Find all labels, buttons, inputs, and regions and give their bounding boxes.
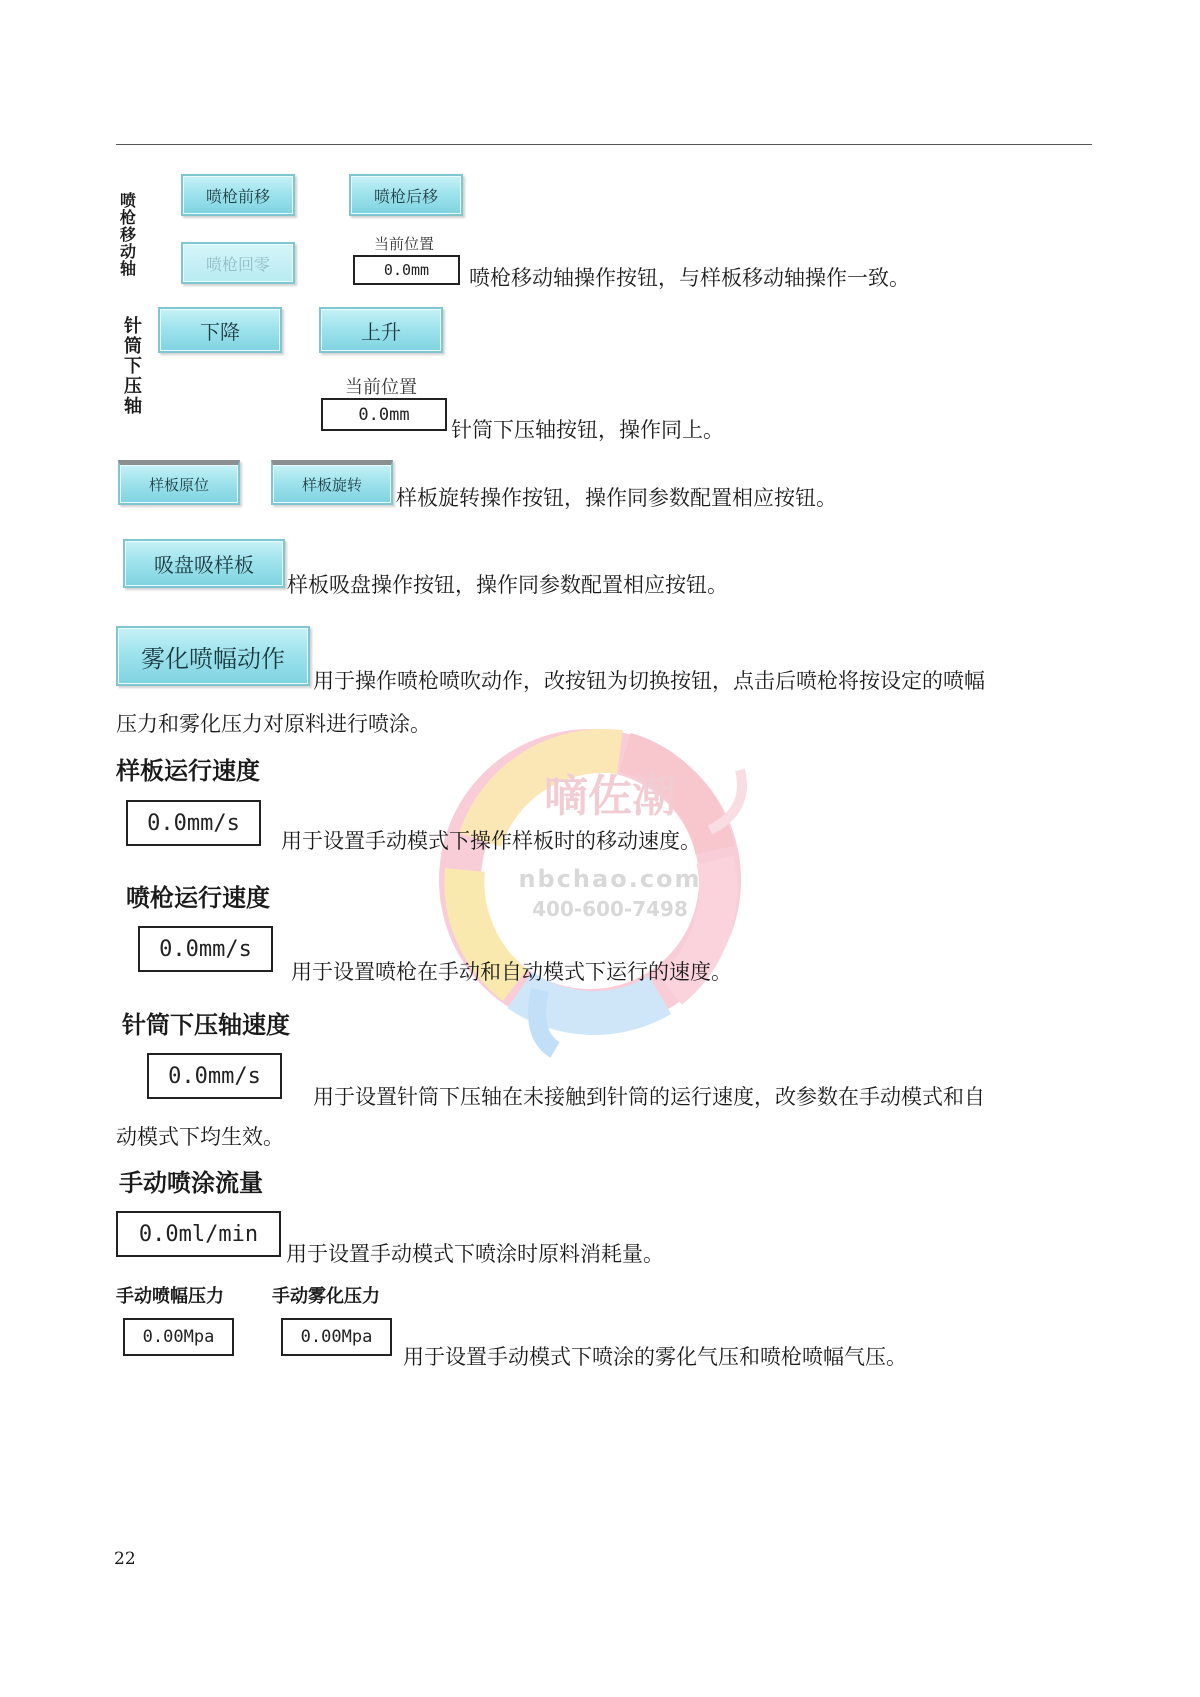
spray-gun-axis-description: 喷枪移动轴操作按钮，与样板移动轴操作一致。: [469, 266, 910, 290]
atomize-toggle-button[interactable]: 雾化喷幅动作: [116, 626, 310, 686]
manual-fan-pressure-label: 手动喷幅压力: [116, 1286, 224, 1307]
spray-gun-forward-button[interactable]: 喷枪前移: [181, 174, 295, 216]
manual-atomize-pressure-field[interactable]: 0.00Mpa: [281, 1318, 392, 1356]
syringe-down-button[interactable]: 下降: [158, 307, 282, 353]
manual-flow-heading: 手动喷涂流量: [119, 1168, 263, 1197]
syringe-speed-description-line2: 动模式下均生效。: [116, 1125, 284, 1149]
page-number: 22: [114, 1549, 136, 1569]
syringe-speed-heading: 针筒下压轴速度: [122, 1010, 290, 1039]
template-origin-button[interactable]: 样板原位: [118, 460, 240, 505]
manual-atomize-pressure-label: 手动雾化压力: [272, 1286, 380, 1307]
syringe-position-label: 当前位置: [345, 377, 417, 398]
spray-gun-position-label: 当前位置: [374, 235, 435, 253]
template-rotate-button[interactable]: 样板旋转: [271, 460, 393, 505]
gun-speed-field[interactable]: 0.0mm/s: [138, 926, 273, 972]
watermark-phone: 400-600-7498: [532, 897, 688, 921]
manual-flow-field[interactable]: 0.0ml/min: [116, 1211, 281, 1257]
atomize-description-line2: 压力和雾化压力对原料进行喷涂。: [116, 712, 431, 736]
spray-gun-backward-button[interactable]: 喷枪后移: [349, 174, 463, 216]
manual-fan-pressure-field[interactable]: 0.00Mpa: [123, 1318, 234, 1356]
manual-pressure-description: 用于设置手动模式下喷涂的雾化气压和喷枪喷幅气压。: [403, 1345, 907, 1369]
syringe-axis-description: 针筒下压轴按钮，操作同上。: [451, 418, 724, 442]
template-rotation-description: 样板旋转操作按钮，操作同参数配置相应按钮。: [396, 486, 837, 510]
template-speed-description: 用于设置手动模式下操作样板时的移动速度。: [281, 829, 701, 853]
spray-gun-axis-label: 喷 枪 移 动 轴: [119, 191, 136, 278]
gun-speed-description: 用于设置喷枪在手动和自动模式下运行的速度。: [291, 960, 732, 984]
watermark-site: nbchao.com: [518, 865, 702, 893]
syringe-position-field[interactable]: 0.0mm: [321, 398, 447, 431]
atomize-description-line1: 用于操作喷枪喷吹动作，改按钮为切换按钮，点击后喷枪将按设定的喷幅: [313, 669, 985, 693]
template-speed-heading: 样板运行速度: [116, 756, 260, 785]
syringe-up-button[interactable]: 上升: [319, 307, 443, 353]
syringe-speed-field[interactable]: 0.0mm/s: [147, 1053, 282, 1099]
template-speed-field[interactable]: 0.0mm/s: [126, 800, 261, 846]
suction-button[interactable]: 吸盘吸样板: [123, 539, 285, 588]
watermark-brand: 嘀佐潮: [544, 771, 676, 822]
syringe-speed-description-line1: 用于设置针筒下压轴在未接触到针筒的运行速度，改参数在手动模式和自: [313, 1085, 985, 1109]
watermark-ring-icon: [420, 690, 800, 1070]
header-rule: [116, 144, 1092, 145]
spray-gun-home-button[interactable]: 喷枪回零: [181, 242, 295, 284]
syringe-axis-label: 针 筒 下 压 轴: [124, 316, 142, 417]
manual-flow-description: 用于设置手动模式下喷涂时原料消耗量。: [286, 1242, 664, 1266]
watermark-logo: [420, 690, 800, 1070]
suction-description: 样板吸盘操作按钮，操作同参数配置相应按钮。: [287, 573, 728, 597]
spray-gun-position-field[interactable]: 0.0mm: [353, 255, 460, 285]
gun-speed-heading: 喷枪运行速度: [126, 883, 270, 912]
